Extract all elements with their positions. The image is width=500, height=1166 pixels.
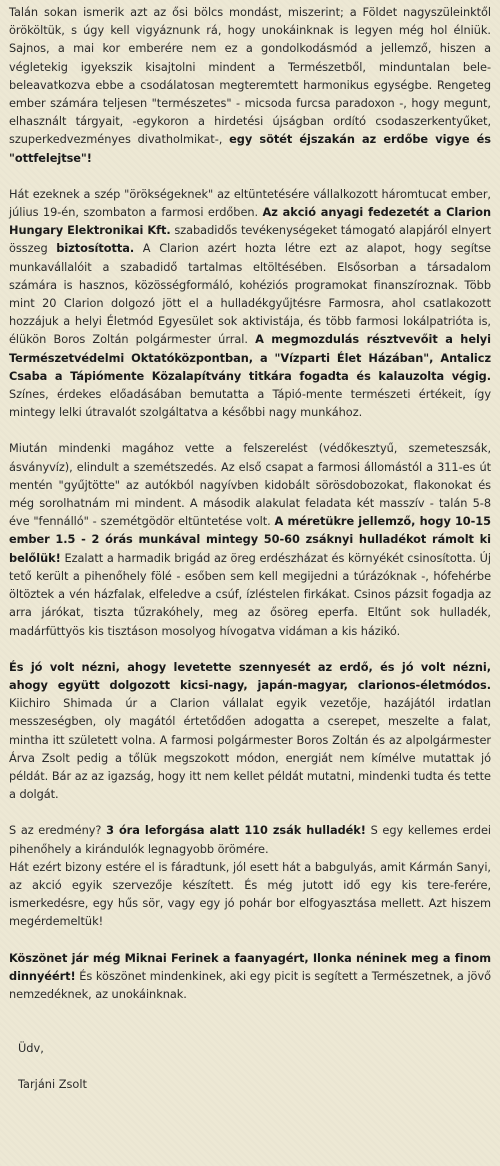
- emphasis-run: És jó volt nézni, ahogy levetette szennyesét az erdő, és jó volt nézni, ahogy együtt dolgozott kicsi-nagy, japán-magyar, clarionos-életmódos.: [9, 659, 491, 692]
- text-run: Hát ezért bizony estére el is fáradtunk, jól esett hát a babgulyás, amit Kármán Sanyi, az akció egyik szervezője készített. És még jutott idő egy kis tere-ferére, ismerkedésre, egy hűs sör, vagy egy jó pohár bor elfogyasztása mellett. Azt hiszem megérdemeltük!: [9, 859, 491, 929]
- emphasis-run: biztosította.: [56, 241, 135, 256]
- emphasis-run: egy sötét éjszakán az erdőbe vigye és "ottfelejtse"!: [9, 132, 491, 165]
- paragraph-spacer: [9, 421, 491, 439]
- emphasis-run: Az akció anyagi fedezetét a Clarion Hungary Elektronikai Kft.: [9, 205, 491, 238]
- paragraph-spacer: [9, 167, 491, 185]
- text-run: S egy kellemes erdei pihenőhely a kirándulók legnagyobb örömére.: [9, 823, 492, 856]
- greeting: Üdv,: [18, 1041, 44, 1056]
- text-run: Kiichiro Shimada úr a Clarion vállalat egyik vezetője, hazájától irdatlan messzeségben, oly magától értetődően adogatta a cserepet, meszelte a falat, mintha itt született volna. A farmosi polgármester Boros Zoltán és az alpolgármester Árva Zsolt pedig a tőlük megszokott módon, energiát nem kímélve mutattak jó példát. Bár az az igazság, hogy itt nem kellet példát mutatni, mindenki tudta és tette a dolgát.: [9, 696, 491, 802]
- paragraph-spacer: [9, 1057, 491, 1075]
- cleanup-paragraph: [9, 439, 491, 639]
- text-run: És köszönet mindenkinek, aki egy picit is segített a Természetnek, a jövő nemzedéknek, az unokáinknak.: [9, 968, 491, 1001]
- author-signature: Tarjáni Zsolt: [18, 1077, 87, 1092]
- text-run: Hát ezeknek a szép "örökségeknek" az eltüntetésére vállalkozott háromtucat ember, július 19-én, szombaton a farmosi erdőben.: [9, 186, 491, 220]
- paragraph-spacer: [9, 1003, 491, 1039]
- text-run: Talán sokan ismerik azt az ősi bölcs mondást, miszerint; a Földet nagyszüleinktől örököltük, s úgy kell vigyáznunk rá, hogy unokáinknak is legyen még hol élniük. Sajnos, a mai kor emberére nem ez a gondolkodásmód a jellemző, hiszen a végletekig igyekszik kisajtolni mindent a Természetből, minduntalan bele-beleavatkozva ebbe a csodálatosan megteremtett harmonikus egységbe. Rengeteg ember számára teljesen "természetes" - micsoda furcsa paradoxon -, hogy megunt, elhasznált tárgyait, -egykoron a hirdetési újságban ordító csodaszerkentyűket, szuperkedvezményes divatholmikat-,: [9, 5, 491, 147]
- text-run: Miután mindenki magához vette a felszerelést (védőkesztyű, szemeteszsák, ásványvíz), elindult a szemétszedés. Az első csapat a farmosi állomástól a 311-es út mentén "gyűjtötte" az autókból nagyívben kidobált sörösdobozokat, flakonokat és még sorolhatnám mi mindent. A második alakulat feladata két masszív - talán 5-8 éve "fennálló" - szemétgödör eltüntetése volt.: [9, 441, 491, 529]
- thanks-paragraph: [9, 949, 491, 1004]
- text-run: A Clarion azért hozta létre ezt az alapot, hogy segítse munkavállalóit a szabadidő tartalmas eltöltésében. Elsősorban a társadalom számára is hasznos, közösségformáló, kohéziós programokat finanszíroznak. Több mint 20 Clarion dolgozó jött el a hulladékgyűjtésre Farmosra, ahol csatlakozott hozzájuk a helyi Életmód Egyesület sok aktivistája, és több farmosi lokálpatrióta is, élükön Boros Zoltán polgármester úrral.: [9, 241, 491, 347]
- text-run: Ezalatt a harmadik brigád az öreg erdészházat és környékét csinosította. Új tető került a pihenőhely fölé - esőben sem kell megijedni a túrázóknak -, hófehérbe öltöztek a vén házfalak, elfeledve a csúf, ízléstelen firkákat. Csinos pázsit fogadja az arra járókat, tiszta tűzrakóhely, meg az ősöreg eperfa. Eltűnt sok hulladék, madárfüttyös kis tisztáson mosolyog hívogatva vidáman a kis házikó.: [9, 550, 491, 638]
- emphasis-run: Köszönet jár még Miknai Ferinek a faanyagért, Ilonka néninek meg a finom dinnyéért!: [9, 950, 491, 983]
- emphasis-run: A méretükre jellemző, hogy 10-15 ember 1.5 - 2 órás munkával mintegy 50-60 zsáknyi hulladékot rámolt ki belőlük!: [9, 514, 491, 565]
- intro-paragraph: [9, 3, 491, 167]
- text-run: szabadidős tevékenységeket támogató alapjáról elnyert összeg: [9, 223, 491, 256]
- result-paragraph: [9, 821, 491, 857]
- emphasis-run: 3 óra leforgása alatt 110 zsák hulladék!: [106, 823, 366, 838]
- paragraph-spacer: [9, 640, 491, 658]
- paragraph-spacer: [9, 931, 491, 949]
- text-run: S az eredmény?: [9, 823, 107, 838]
- teamwork-paragraph: [9, 658, 491, 804]
- emphasis-run: A megmozdulás résztvevőit a helyi Természetvédelmi Oktatóközpontban, a "Vízparti Élet Házában", Antalicz Csaba a Tápiómente Közalapítvány titkára fogadta és kalauzolta végig.: [9, 332, 491, 383]
- text-run: Színes, érdekes előadásában bemutatta a Tápió-mente természeti értékeit, így mintegy lelki útravalót szolgáltatva a későbbi nagy munkához.: [9, 387, 491, 420]
- sponsor-paragraph: [9, 185, 491, 422]
- evening-paragraph: [9, 858, 491, 931]
- paragraph-spacer: [9, 803, 491, 821]
